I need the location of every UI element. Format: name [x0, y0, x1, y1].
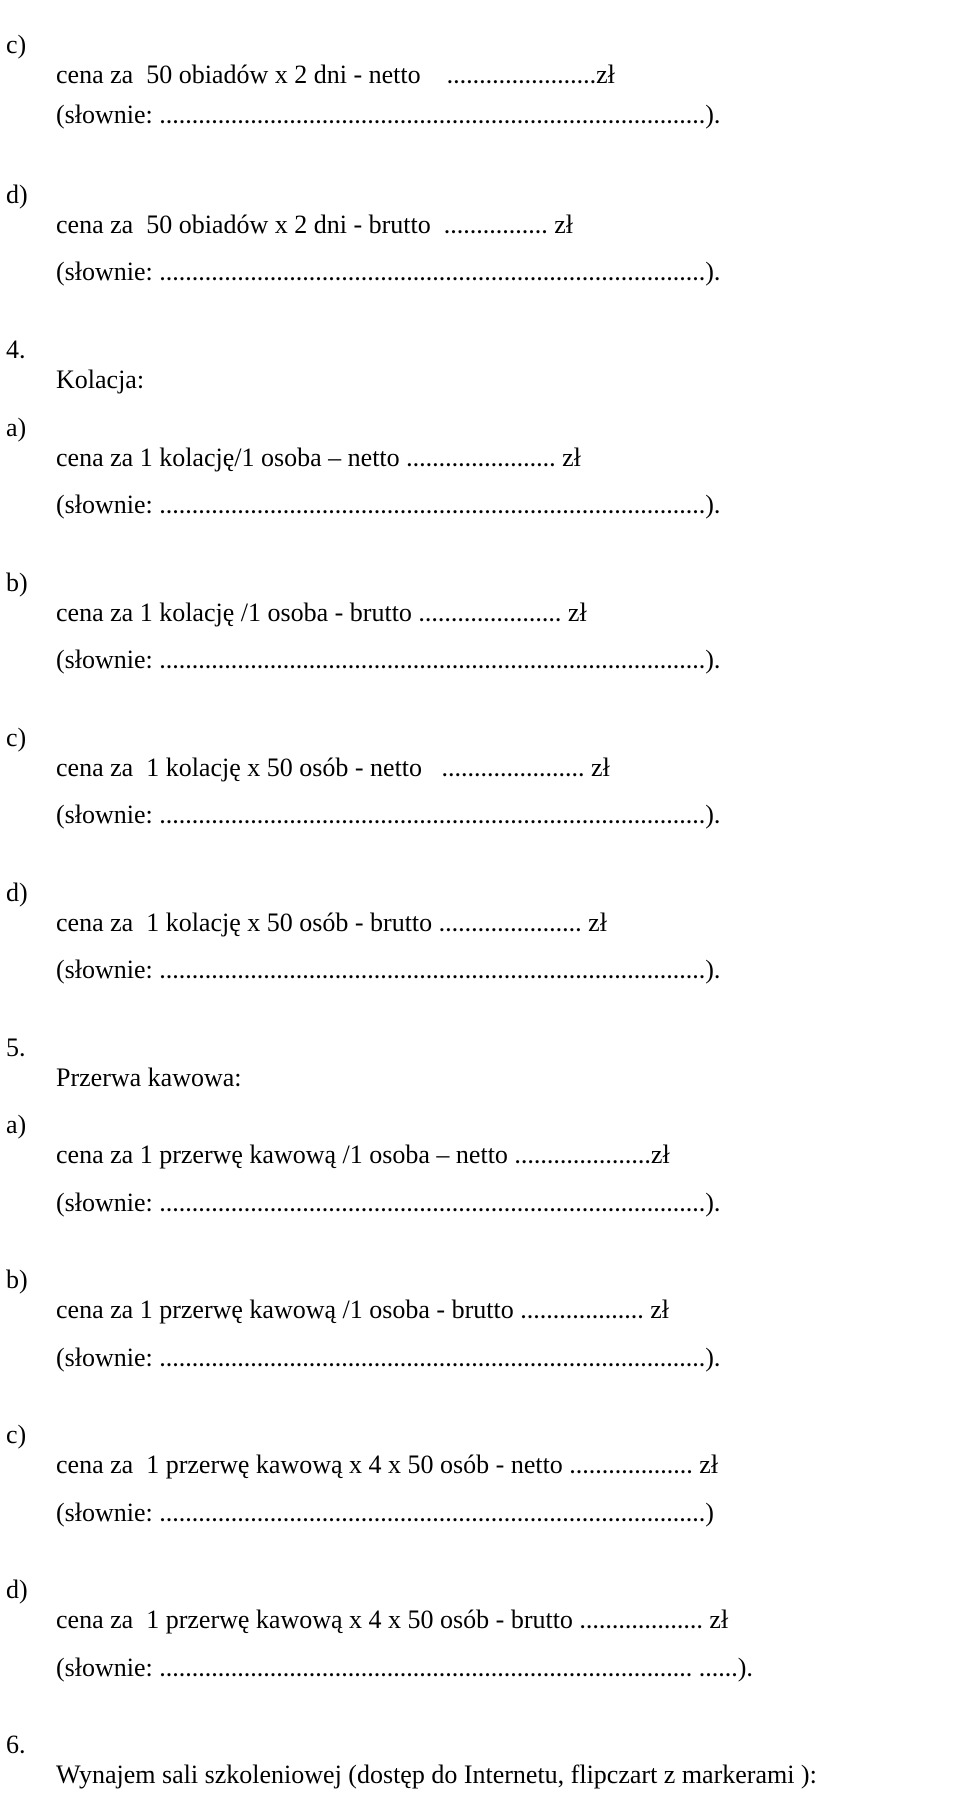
line-text: (słownie: ....................................................................................).: [56, 645, 721, 674]
list-marker: 6.: [6, 1730, 26, 1759]
line-text: (słownie: ....................................................................................).: [56, 955, 721, 984]
line-text: (słownie: ....................................................................................).: [56, 1188, 721, 1217]
line-text: (słownie: ....................................................................................).: [56, 100, 721, 129]
line-23: [0, 1700, 817, 1820]
line-7: [0, 460, 721, 550]
section-heading: Przerwa kawowa:: [56, 1063, 242, 1092]
line-text: cena za 1 przerwę kawową /1 osoba - brutto ................... zł: [56, 1295, 669, 1324]
section-heading: Wynajem sali szkoleniowej (dostęp do Internetu, flipczart z markerami ):: [56, 1760, 817, 1789]
line-text: (słownie: ....................................................................................).: [56, 800, 721, 829]
line-text: cena za 1 przerwę kawową x 4 x 50 osób - netto ................... zł: [56, 1450, 719, 1479]
list-marker: a): [6, 1110, 27, 1139]
line-text: (słownie: ....................................................................................).: [56, 257, 721, 286]
line-text: cena za 50 obiadów x 2 dni - brutto ................ zł: [56, 210, 573, 239]
line-text: (słownie: .................................................................................. ......).: [56, 1653, 753, 1682]
list-marker: c): [6, 723, 27, 752]
list-marker: c): [6, 1420, 27, 1449]
line-11: [0, 770, 721, 860]
list-marker: a): [6, 413, 27, 442]
line-text: cena za 1 kolację /1 osoba - brutto ...................... zł: [56, 598, 587, 627]
line-text: cena za 1 przerwę kawową /1 osoba – netto .....................zł: [56, 1140, 670, 1169]
line-text: cena za 1 kolację/1 osoba – netto ....................... zł: [56, 443, 581, 472]
line-9: [0, 615, 721, 705]
line-4: [0, 227, 721, 317]
line-text: cena za 1 kolację x 50 osób - brutto ...................... zł: [56, 908, 607, 937]
list-marker: b): [6, 1265, 28, 1294]
line-text: cena za 50 obiadów x 2 dni - netto .......................zł: [56, 60, 615, 89]
list-marker: b): [6, 568, 28, 597]
list-marker: c): [6, 30, 27, 59]
list-marker: 4.: [6, 335, 26, 364]
line-text: cena za 1 kolację x 50 osób - netto ...................... zł: [56, 753, 610, 782]
list-marker: d): [6, 180, 28, 209]
line-text: (słownie: ....................................................................................): [56, 1498, 714, 1527]
line-text: (słownie: ....................................................................................).: [56, 1343, 721, 1372]
list-marker: 5.: [6, 1033, 26, 1062]
line-text: (słownie: ....................................................................................).: [56, 490, 721, 519]
section-heading: Kolacja:: [56, 365, 145, 394]
list-marker: d): [6, 878, 28, 907]
line-13: [0, 925, 721, 1015]
line-text: cena za 1 przerwę kawową x 4 x 50 osób - brutto ................... zł: [56, 1605, 729, 1634]
list-marker: d): [6, 1575, 28, 1604]
